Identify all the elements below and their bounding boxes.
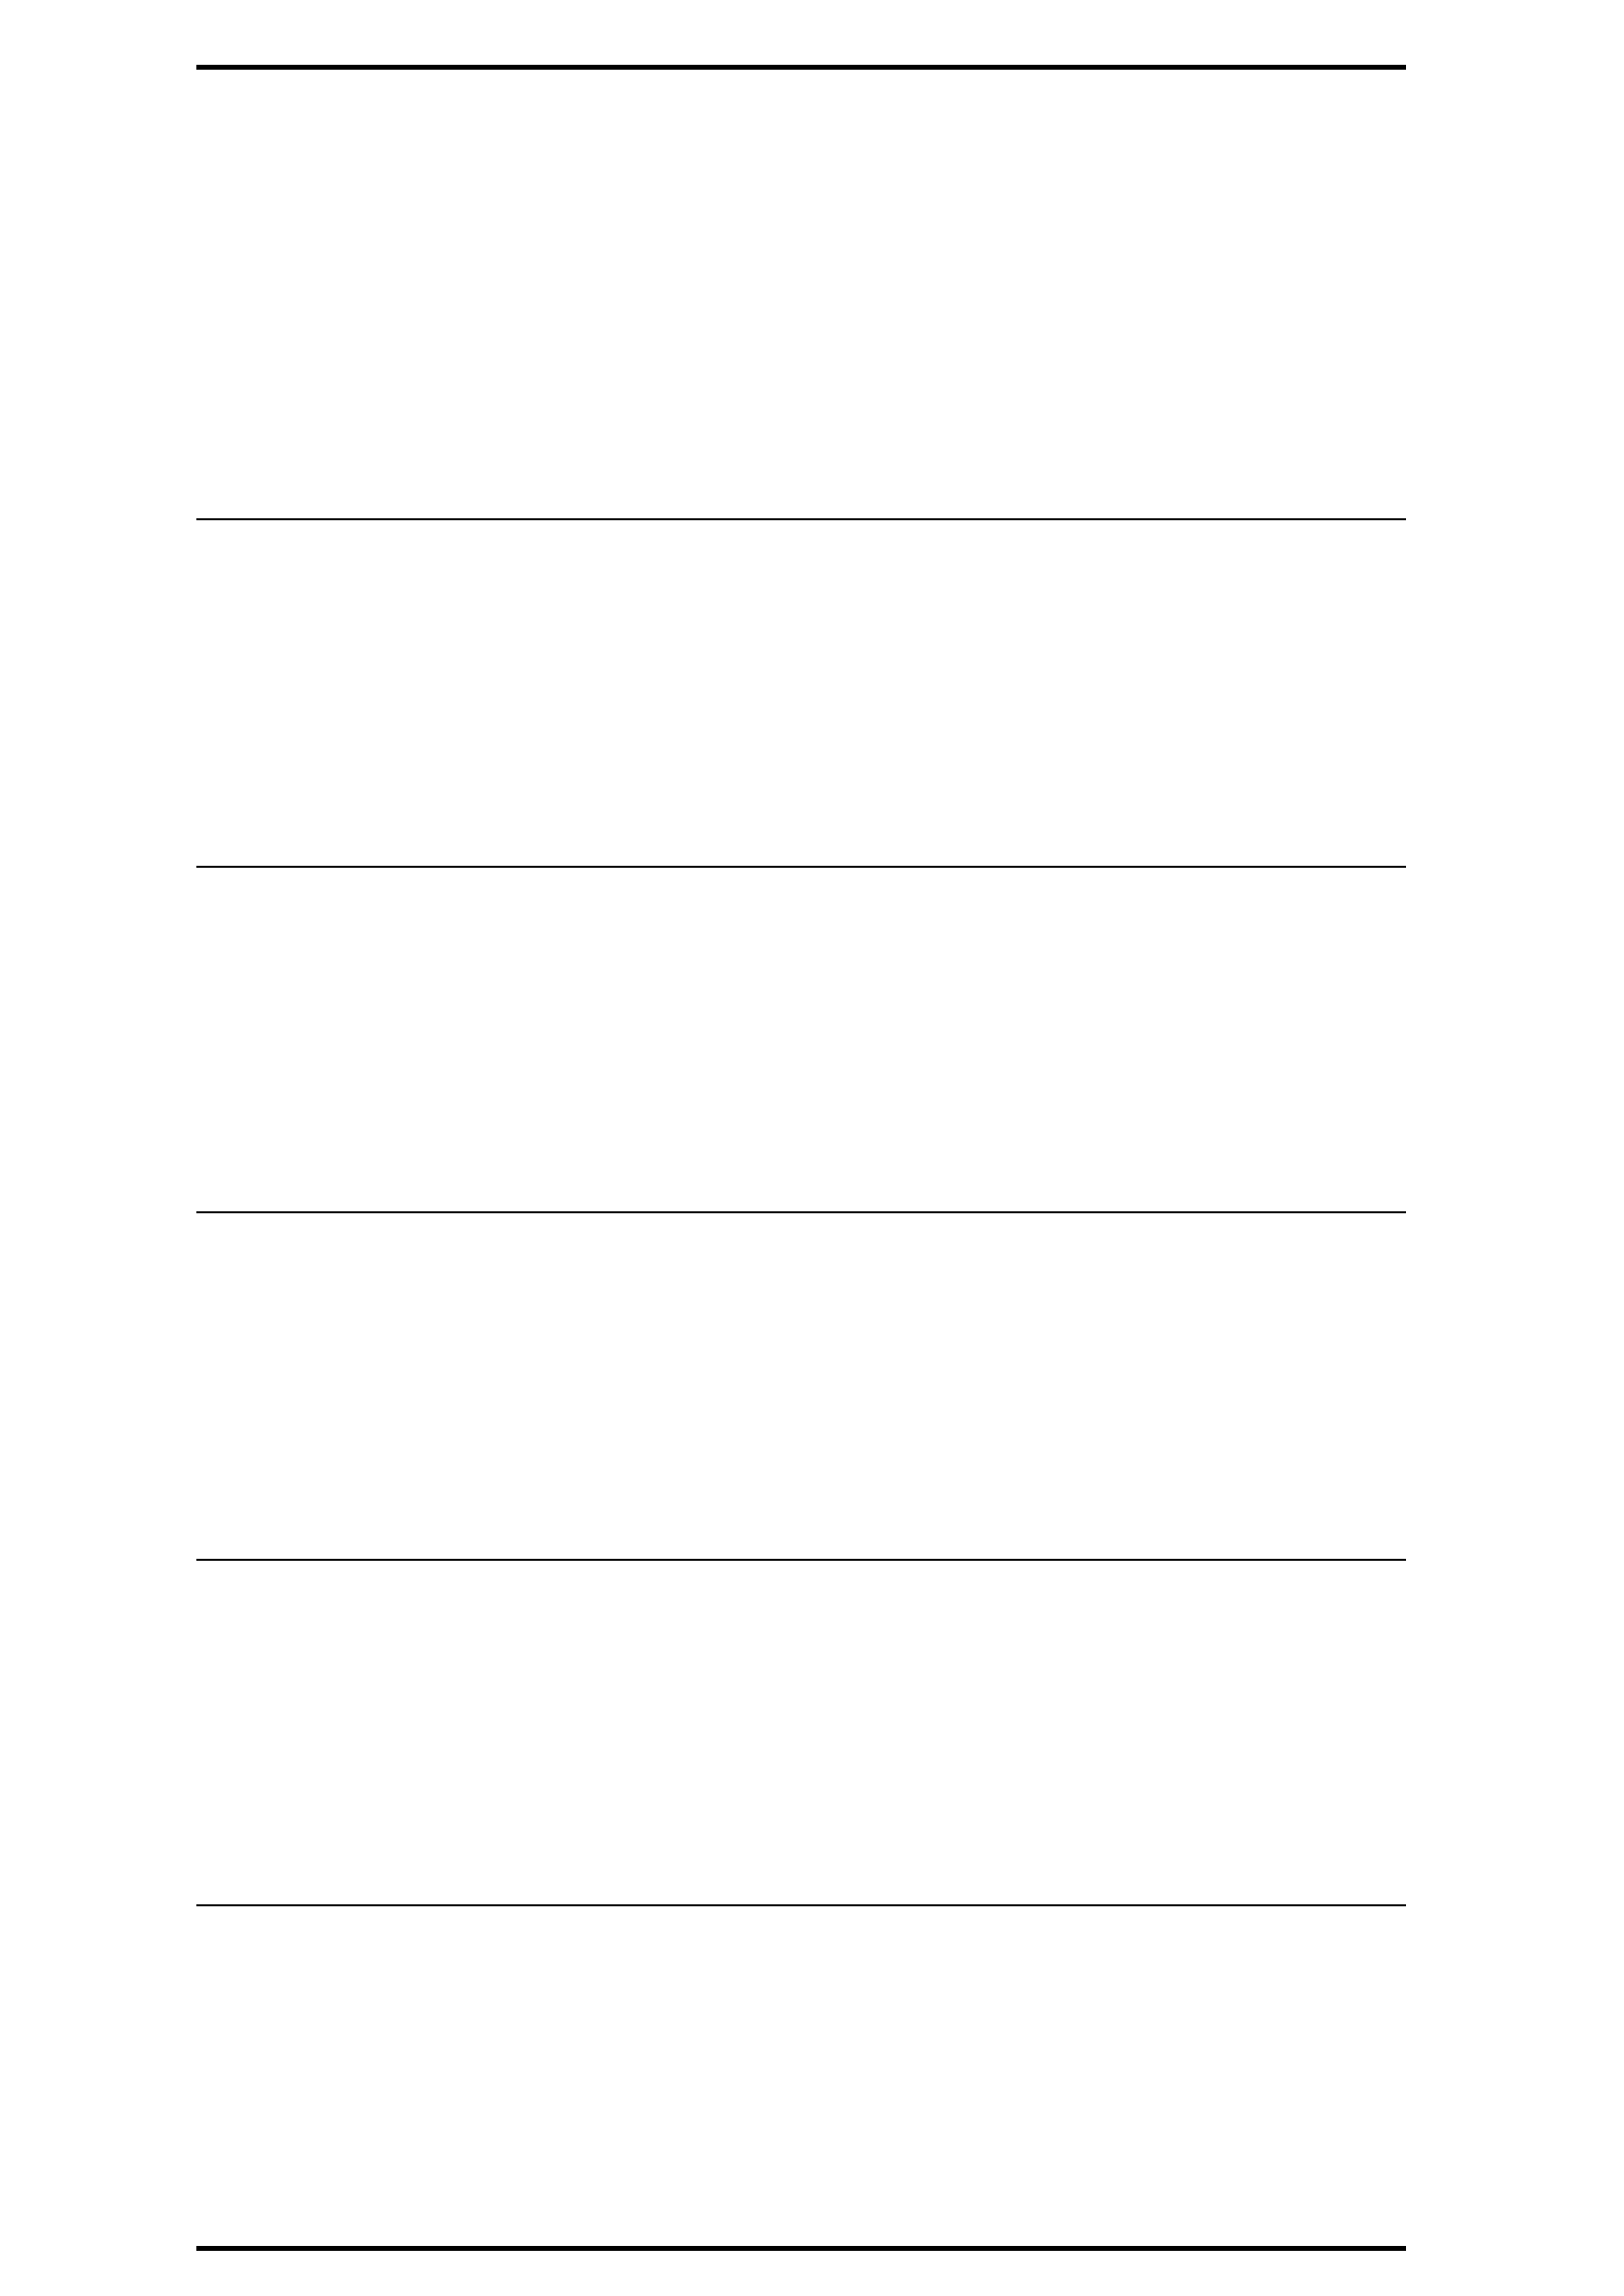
section-divider-2 bbox=[196, 866, 1406, 868]
section-divider-1 bbox=[196, 518, 1406, 520]
section-divider-5 bbox=[196, 1904, 1406, 1906]
top-rule bbox=[196, 65, 1406, 70]
bottom-rule bbox=[196, 2246, 1406, 2251]
section-divider-4 bbox=[196, 1559, 1406, 1561]
section-divider-3 bbox=[196, 1211, 1406, 1213]
